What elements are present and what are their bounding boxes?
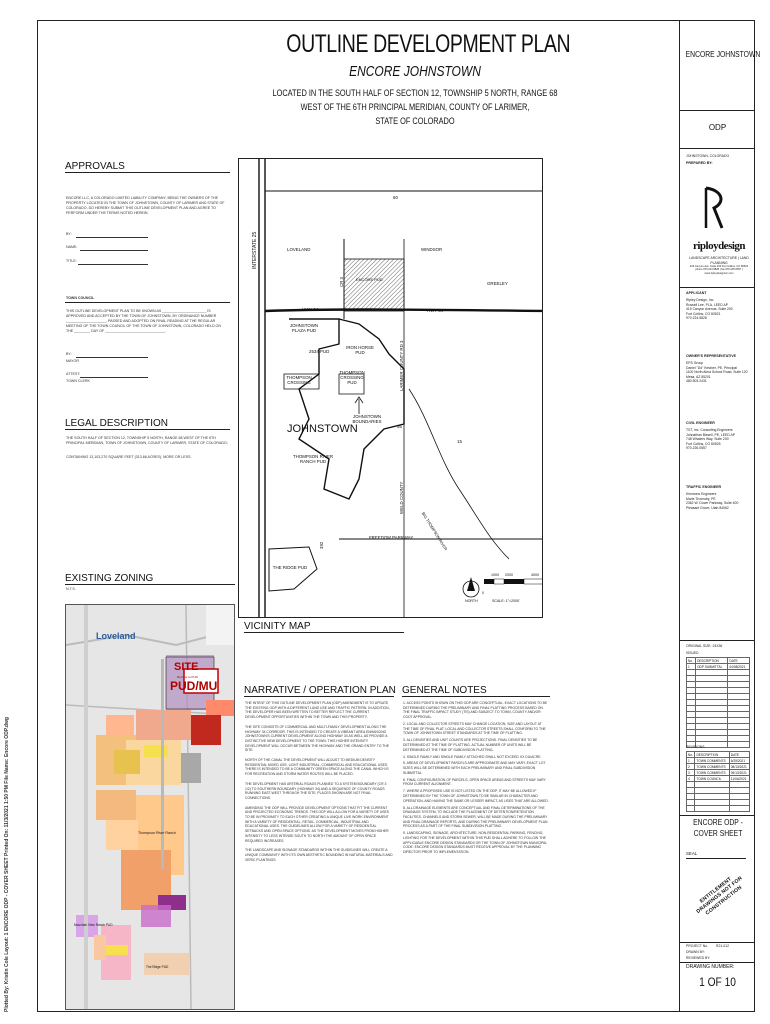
vic-ridge: THE RIDGE PUD: [272, 565, 308, 570]
narrative-body: [245, 701, 393, 862]
table-cell: [728, 742, 750, 748]
plot-stamp: Plotted By: Kristin Cole Layout: 1 ENCORE ODP - COVER SHEET Printed On: 11/3/2021 1:50 PM File Name: Encore ODP.dwg: [4, 717, 10, 1012]
vic-johnstown-plaza: JOHNSTOWN PLAZA PUD: [289, 323, 319, 333]
tb-type: ODP: [708, 123, 727, 132]
tb-rule-6: [679, 942, 755, 943]
civil-heading: CIVIL ENGINEER: [686, 421, 715, 425]
vic-north: NORTH: [465, 599, 478, 603]
zoning-thompson-label: Thompson River Ranch: [138, 831, 176, 835]
vic-weld: WELD COUNTY: [399, 481, 404, 514]
tb-rule-5: [679, 815, 755, 816]
general-note: 3. ALL DENSITIES AND UNIT COUNTS ARE PROJECTIONS. FINAL DENSITIES TO BE DETERMINED AT THE TIME OF PLATTING. ACTUAL NUMBER OF UNITS WILL BE DETERMINED AT THE TIME OF SUBDIVISION PLATTING.: [403, 738, 538, 752]
general-notes-rule: [402, 696, 550, 697]
table-cell: 3: [687, 770, 695, 776]
table-row: [687, 806, 750, 812]
drawn-by: DRAWN BY:: [686, 950, 705, 954]
seal-rule: [686, 858, 746, 859]
vic-i25-label: INTERSTATE 25: [252, 231, 258, 269]
town-council-rule: [65, 302, 230, 303]
mayor-by-label: BY:: [66, 352, 72, 356]
vic-larimer-cr: LARIMER COUNTY RD 3: [399, 340, 404, 391]
vic-trr: THOMPSON RIVER RANCH PUD: [292, 454, 333, 464]
vic-hwy34-a: HWY 34: [302, 307, 319, 312]
vic-hwy34-b: HWY 34: [427, 308, 444, 313]
narrative-rule: [244, 696, 394, 697]
mayor-line[interactable]: [76, 357, 148, 358]
general-note: 5. AREAS OF DEVELOPMENT PARCELS ARE APPROXIMATE AND MAY VARY. EXACT LOT SIZES WILL BE DETERMINED WITH EACH PRELIMINARY AND FINAL SUBDIVISION SUBMITTAL.: [403, 761, 546, 775]
owner-heading: OWNER'S REPRESENTATIVE: [686, 354, 737, 358]
general-note: 1. ACCESS POINTS SHOWN ON THIS ODP ARE CONCEPTUAL. EXACT LOCATIONS TO BE DETERMINED DURING THE PRELIMINARY AND FINAL PLATTING PROCESS BASED ON THE FINAL TRAFFIC IMPACT STUDY (TIS) AND SUBJECT TO TOWN, COUNTY AND/OR CDOT APPROVAL.: [403, 701, 548, 720]
applicant-text: Ripley Design, Inc. Russell Lee, PLA, LEED AP 419 Canyon Avenue, Suite 200 Fort Collins, CO 80521 970.224.5828: [686, 298, 733, 321]
table-cell: TOWN COUNCIL: [695, 776, 729, 782]
narrative-heading: NARRATIVE / OPERATION PLAN: [244, 685, 396, 696]
legal-area: CONTAINING 13,103,270 SQUARE FEET (313.66 ACRES), MORE OR LESS.: [66, 455, 192, 459]
table-cell: 09/13/2021: [729, 770, 749, 776]
zoning-mountain-label: Mountain View Ranch PUD: [74, 923, 113, 927]
vic-56: 56: [397, 424, 402, 429]
general-note: 9. LANDSCAPING, SIGNAGE, ARCHITECTURE, NON-RESIDENTIAL PARKING, FENCING, LIGHTING FOR THE DEVELOPMENT WITHIN THIS PUD SHALL ADHERE TO FOLLOW THE APPLICABLE ENCORE DESIGN STANDARDS OR THE TOWN OF JOHNSTOWN MUNICIPAL CODE. ENCORE DESIGN STANDARDS MUST RECEIVE APPROVAL BY THE PLANNING DIRECTOR PRIOR TO IMPLEMENTATION.: [403, 831, 547, 855]
tb-rule-7: [679, 962, 755, 963]
revisions-table: [686, 751, 750, 812]
table-header-cell: No.: [687, 658, 696, 664]
general-note: 4. SINGLE FAMILY AND SINGLE FAMILY ATTACHED SHALL NOT EXCEED XX DU/ACRE.: [403, 754, 542, 759]
table-header-cell: DATE: [728, 658, 750, 664]
original-size: ORIGINAL SIZE: 24X36: [686, 644, 723, 648]
legal-heading: LEGAL DESCRIPTION: [65, 418, 168, 429]
tb-rule-1: [679, 110, 755, 111]
vic-windsor: WINDSOR: [421, 247, 443, 252]
title-block: [679, 20, 761, 1012]
narrative-p3: NORTH OF THE CANAL THE DEVELOPMENT WILL ADJUST TO MEDIUM DENSITY RESIDENTIAL MIXED USE, LIGHT INDUSTRIAL, COMMERCIAL AND EDUCATIONAL USES. THERE IS INTENDED TO BE A COMMUNITY GREEN SPACE ALONG THE CANAL WHICH IS FOR RECREATION AND STORM WATER ROUTES WILL BE PLACED.: [245, 758, 389, 777]
table-cell: 11/04/2021: [729, 776, 749, 782]
vic-thompson-crossing-pud: THOMPSON CROSSING PUD: [339, 370, 365, 385]
drawing-number-label: DRAWING NUMBER:: [686, 964, 735, 970]
tb-rule-4: [679, 640, 755, 641]
table-header-cell: No.: [687, 752, 695, 758]
table-cell: 4: [687, 776, 695, 782]
reviewed-by: REVIEWED BY:: [686, 956, 711, 960]
sheet-number: 1 OF 10: [699, 975, 736, 989]
vic-loveland: LOVELAND: [287, 247, 311, 252]
vic-encore: ENCORE PUD: [356, 277, 383, 282]
vic-s0: 0: [482, 591, 484, 595]
town-clerk-label: TOWN CLERK: [66, 379, 90, 383]
table-cell: 1: [687, 758, 695, 764]
page-title: OUTLINE DEVELOPMENT PLAN: [286, 30, 571, 58]
table-cell: 2: [687, 764, 695, 770]
zoning-pud-label: PUD/MU: [170, 679, 218, 693]
owner-statement: ENCORE LLC, A COLORADO LIMITED LIABILITY COMPANY, BEING THE OWNERS OF THE PROPERTY LOCATED IN THE TOWN OF JOHNSTOWN, COUNTY OF LARIMER AND STATE OF COLORADO, DO HEREBY SUBMIT THIS OUTLINE DEVELOPMENT PLAN AND AGREE TO PERFORM UNDER THE TERMS NOTED HEREIN.: [66, 196, 225, 215]
firm-name: riploydesign: [692, 240, 746, 252]
vic-river: BIG THOMPSON RIVER: [420, 511, 449, 552]
table-header-cell: DESCRIPTION: [696, 658, 728, 664]
vic-boundaries: JOHNSTOWN BOUNDARIES: [352, 414, 382, 424]
name-line[interactable]: [80, 250, 148, 251]
vicinity-map[interactable]: [238, 158, 543, 618]
tb-rule-3: [679, 287, 755, 288]
narrative-p1: THE INTENT OF THIS OUTLINE DEVELOPMENT PLAN (ODP) AMENDMENT IS TO UPDATE THE EXISTING ODP WITH A DIFFERENT LAND USE AND TRAFFIC PATTERN. IN ADDITION, THE DEVELOPER HAS BEEN WRITTEN TO BETTER REFLECT THE CURRENT DEVELOPMENT OPPORTUNITIES WITHIN THE TOWN AND THIS PROPERTY.: [245, 701, 390, 720]
vicinity-map-graphic: [239, 159, 543, 618]
approvals-rule: [65, 172, 230, 173]
table-cell: [687, 806, 695, 812]
vic-greeley: GREELEY: [487, 281, 508, 286]
location-line-1: LOCATED IN THE SOUTH HALF OF SECTION 12, TOWNSHIP 5 NORTH, RANGE 68: [272, 88, 558, 98]
tb-project: ENCORE JOHNSTOWN: [685, 50, 761, 59]
approvals-heading: APPROVALS: [65, 161, 125, 172]
narrative-p2: THE SITE CONSISTS OF COMMERCIAL AND MULTI-FAMILY DEVELOPMENT ALONG THE HIGHWAY 34 CORRIDOR. THIS IS INTENDED TO CREATE A VIBRANT AREA ENHANCING JOHNSTOWN'S CURRENT DEVELOPMENT ALONG HIGHWAY 34 AS WELL AS PROVIDE A DISTINCTIVE NEW DEVELOPMENT TO THE TOWN. THIS HIGHER INTENSITY DEVELOPMENT WILL OCCUR BETWEEN THE HIGHWAY AND THE GRAND ENTRY TO THE SITE.: [245, 724, 389, 753]
by-label: BY:: [66, 232, 72, 236]
table-cell: TOWN COMMENTS: [695, 758, 729, 764]
vic-2534: 2534 PUD: [309, 349, 330, 354]
table-cell: 6/25/2021: [729, 758, 749, 764]
zoning-rule: [65, 584, 235, 585]
firm-tagline: LANDSCAPE ARCHITECTURE | LAND PLANNING: [689, 256, 749, 265]
zoning-heading: EXISTING ZONING: [65, 573, 154, 584]
table-header-cell: DESCRIPTION: [695, 752, 729, 758]
vic-s1000: 1000: [491, 573, 499, 577]
legal-text: THE SOUTH HALF OF SECTION 12, TOWNSHIP 5 NORTH, RANGE 68 WEST OF THE 6TH PRINCIPAL MERIDIAN, TOWN OF JOHNSTOWN, COUNTY OF LARIMER, STATE OF COLORADO;: [66, 436, 228, 445]
table-cell: [729, 806, 749, 812]
location-line-3: STATE OF COLORADO: [375, 116, 455, 126]
civil-text: TST, Inc. Consulting Engineers Johnathan Bissell, PE, LEED AP 748 Whalers Way, Suite 200 Fort Collins, CO 80525 970.226.0557: [686, 428, 736, 451]
table-cell: [695, 806, 729, 812]
seal-label: SEAL: [686, 851, 698, 856]
attest-label: ATTEST:: [66, 372, 81, 376]
applicant-heading: APPLICANT: [686, 291, 707, 295]
zoning-scale: N.T.S.: [66, 587, 76, 591]
location-line-2: WEST OF THE 6TH PRINCIPAL MERIDIAN, COUNTY OF LARIMER,: [300, 102, 530, 112]
vic-s2000: 2000: [505, 573, 513, 577]
vic-scale-label: SCALE: 1"=2000': [492, 599, 520, 603]
firm-logo-icon: [700, 186, 730, 230]
zoning-loveland-label: Loveland: [96, 631, 136, 641]
general-note: 6. FINAL CONFIGURATION OF PARCELS, OPEN SPACE AREAS AND STREETS MAY VARY FROM CURRENT ALIGNMENT.: [403, 777, 546, 787]
entitlement-stamp: ENTITLEMENT DRAWINGS NOT FOR CONSTRUCTION: [695, 875, 744, 917]
issued-heading: ISSUED: [686, 651, 699, 655]
zoning-site-label: SITE: [174, 661, 199, 673]
owner-text: EPS Group Daniel "Dd" Kestner, PE, Principal 1100 North Alma School Road, Suite 120 Mesa, AZ 85201 480.503.2431: [686, 361, 748, 384]
table-cell: 1: [687, 664, 696, 670]
narrative-p6: THE LANDSCAPE AND SIGNAGE STANDARDS WITHIN THE GUIDELINES WILL CREATE A UNIQUE COMMUNITY WITH ITS OWN AESTHETIC BOUNDING IN NATURAL MATERIALS AND XERIC PLANTINGS.: [245, 848, 393, 862]
table-cell: TOWN COMMENTS: [695, 770, 729, 776]
page-subtitle: ENCORE JOHNSTOWN: [349, 63, 481, 80]
zoning-map[interactable]: [65, 604, 235, 1010]
town-council-text: THIS OUTLINE DEVELOPMENT PLAN TO BE KNOWN AS ______________________ IS APPROVED AND ACCEPTED BY THE TOWN OF JOHNSTOWN, BY ORDINANCE NUMBER ____________________, PASSED AND ADOPTED ON FINAL READING AT THE REGULAR MEETING OF THE TOWN COUNCIL OF THE TOWN OF JOHNSTOWN, COLORADO HELD ON THE ________ DAY OF ______________________________.: [66, 309, 221, 333]
general-note: 7. WHERE A PROPOSED USE IS NOT LISTED ON THE ODP, IT MAY BE ALLOWED IF DETERMINED BY THE TOWN OF JOHNSTOWN TO BE SIMILAR IN CHARACTER AND OPERATION, AND HAVING THE SAME OR LESSER IMPACT, AS USES THAT ARE ALLOWED.: [403, 789, 549, 803]
zoning-site-sub: Rezone to PUD: [177, 675, 198, 679]
tb-prepared-by: PREPARED BY:: [686, 161, 713, 165]
vic-s4000: 4000: [531, 573, 539, 577]
title-label: TITLE:: [66, 259, 77, 263]
project-no: R21-012: [716, 944, 730, 948]
vicinity-heading: VICINITY MAP: [244, 621, 311, 632]
general-note: 2. LOCAL AND COLLECTOR STREETS MAY CHANGE LOCATION, SIZE AND LAYOUT AT THE TIME OF FINAL PLAT. LOCAL AND COLLECTOR STREETS SHALL CONFORM TO THE TOWN OF JOHNSTOWN STREET STANDARDS AT THE TIME OF PLATTING.: [403, 722, 546, 736]
firm-address: 419 Canyon Ave. Suite 200 Fort Collins, CO 80521 phone 970.224.5828 | fax 970.225.6657 | www.ripleydesigninc.com: [689, 265, 749, 275]
vic-15: 15: [457, 439, 462, 444]
project-no-label: PROJECT No.: [686, 944, 708, 948]
table-cell: TOWN COMMENTS: [695, 764, 729, 770]
mayor-label: MAYOR: [66, 359, 79, 363]
revisions-heading: REVISIONS: [686, 745, 705, 749]
legal-rule: [65, 429, 230, 430]
vic-iron-horse: IRON HORSE PUD: [346, 345, 374, 355]
title-line[interactable]: [78, 264, 148, 265]
table-header-cell: DATE: [729, 752, 749, 758]
vic-cr3: CR 3: [339, 276, 344, 287]
general-notes-list: [403, 701, 549, 857]
issued-table: [686, 657, 750, 748]
narrative-p5: AMENDING THE ODP WILL PROVIDE DEVELOPMENT OPTIONS THAT FIT THE CURRENT AND PROJECTED ECONOMIC TRENDS. THIS ODP WILL ALLOW FOR A VARIETY OF USES TO BE IN PROXIMITY TO EACH OTHER CREATING A UNIQUE LIVE WORK ENVIRONMENT WITH A VARIETY OF RESIDENTIAL, RETAIL, COMMERCIAL, INDUSTRIAL AND EDUCATIONAL USES. THE GUIDELINES ALLOW FOR A VARIETY OF RESIDENTIAL SETBACKS AND OPEN SPACE OPTIONS. AS THE DEVELOPMENT MOVES FROM HIGHER INTENSITY TO LESS INTENSE SOUTH TO NORTH THE AMOUNT OF OPEN SPACE REQUIRED INCREASES.: [245, 805, 390, 843]
attest-line[interactable]: [80, 377, 148, 378]
vicinity-rule: [244, 632, 404, 633]
vic-392: 392: [319, 541, 324, 549]
vic-thompson-crossing: THOMPSON CROSSING: [286, 375, 312, 385]
by-line[interactable]: [76, 237, 148, 238]
vic-60: 60: [393, 195, 398, 200]
zoning-map-graphic: [66, 605, 234, 1009]
name-label: NAME:: [66, 245, 78, 249]
sheet-title: ENCORE ODP - COVER SHEET: [693, 818, 743, 838]
vic-freedom: FREEDOM PARKWAY: [369, 535, 414, 540]
zoning-ridge-label: The Ridge PUD: [146, 965, 169, 969]
general-note: 8. ALL DRAINAGE ELEMENTS ARE CONCEPTUAL AND FINAL DETERMINATIONS OF THE DRAINAGE SYSTEM, TO INCLUDE THE PLACEMENT OF DETENTION/RETENTION FACILITIES, CHANNELS AND STORM SEWER, WILL BE MADE DURING THE PRELIMINARY AND FINAL DRAINAGE REPORTS, AND DURING THE PRELIMINARY DEVELOPMENT PLAN PROCESS AS A PART OF THE FINAL SUBDIVISION PLATTING.: [403, 805, 548, 829]
table-cell: ODP SUBMITTAL: [696, 664, 728, 670]
tb-location: JOHNSTOWN, COLORADO: [686, 154, 730, 158]
vic-johnstown: JOHNSTOWN: [287, 423, 358, 435]
town-council-heading: TOWN COUNCIL: [66, 296, 95, 300]
traffic-heading: TRAFFIC ENGINEER: [686, 485, 722, 489]
table-cell: 04/08/2021: [728, 664, 750, 670]
narrative-p4: THE DEVELOPMENT HAS ARTERIAL ROADS PLANNED TO A SYSTEM BOUNDARY (CR 3 1/2) TO SOUTHERN BOUNDARY (HIGHWAY 34) AND A SEQUENCE OF COUNTY ROADS RUNNING EAST-WEST THROUGH THE SITE, PLACES SHOWN ARE NOT FINAL CONNECTIONS.: [245, 781, 387, 800]
traffic-text: Kimmons Engineers Marie Thornsby, PE 2362 W. Dover Parkway, Suite 400 Pleasant Grove, Utah 84062: [686, 492, 739, 510]
table-cell: 08/13/2021: [729, 764, 749, 770]
general-notes-heading: GENERAL NOTES: [402, 685, 487, 696]
tb-rule-2: [679, 148, 755, 149]
